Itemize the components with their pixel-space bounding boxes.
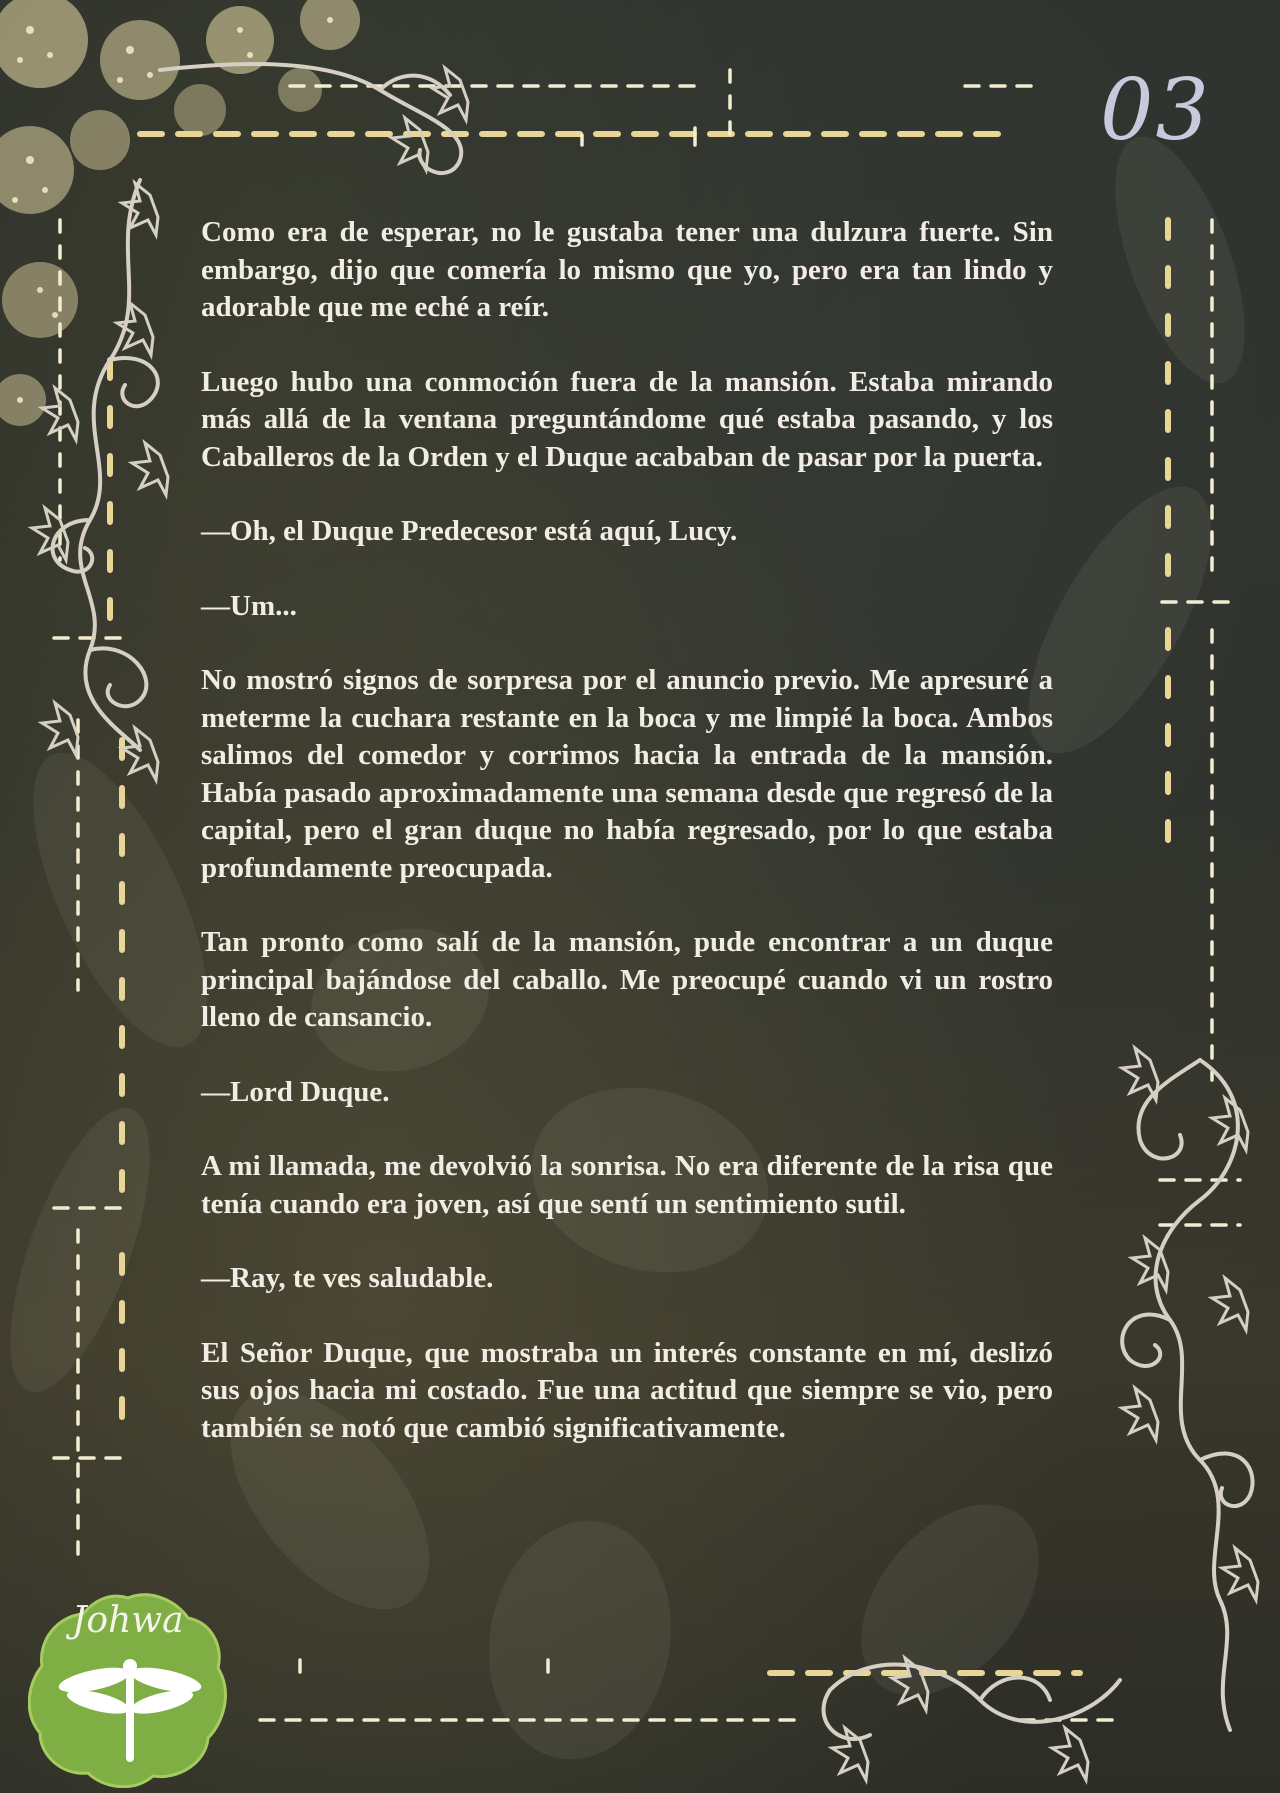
dialogue-line: —Lord Duque. [201, 1075, 390, 1108]
dialogue-line: —Um... [201, 589, 297, 622]
paragraph: El Señor Duque, que mostraba un interés constante en mí, deslizó sus ojos hacia mi costado. Fue una actitud que siempre se vio, pero también se notó que cambió significativamente. [201, 1336, 1053, 1444]
paragraph: Tan pronto como salí de la mansión, pude encontrar a un duque principal bajándose del caballo. Me preocupé cuando vi un rostro lleno de cansancio. [201, 926, 1053, 1033]
paragraph: Como era de esperar, no le gustaba tener una dulzura fuerte. Sin embargo, dijo que comería lo mismo que yo, pero era tan lindo y adorable que me eché a reír. [201, 216, 1053, 323]
dialogue-line: —Ray, te ves saludable. [201, 1262, 494, 1294]
logo-text: Johwa [72, 1600, 184, 1641]
story-text [201, 214, 1053, 1484]
paragraph: No mostró signos de sorpresa por el anuncio previo. Me apresuré a meterme la cuchara restante en la boca y me limpié la boca. Ambos salimos del comedor y corrimos hacia la entrada de la mansión. Había pasado aproximadamente una semana desde que regresó de la capital, pero el gran duque no había regresado, por lo que estaba profundamente preocupada. [201, 664, 1053, 884]
paragraph: A mi llamada, me devolvió la sonrisa. No era diferente de la risa que tenía cuando era joven, así que sentí un sentimiento sutil. [201, 1150, 1053, 1220]
dialogue-line: —Oh, el Duque Predecesor está aquí, Lucy. [201, 515, 738, 547]
page-number: 03 [1100, 61, 1211, 159]
paragraph: Luego hubo una conmoción fuera de la mansión. Estaba mirando más allá de la ventana preguntándome qué estaba pasando, y los Caballeros de la Orden y el Duque acababan de pasar por la puerta. [201, 365, 1053, 473]
